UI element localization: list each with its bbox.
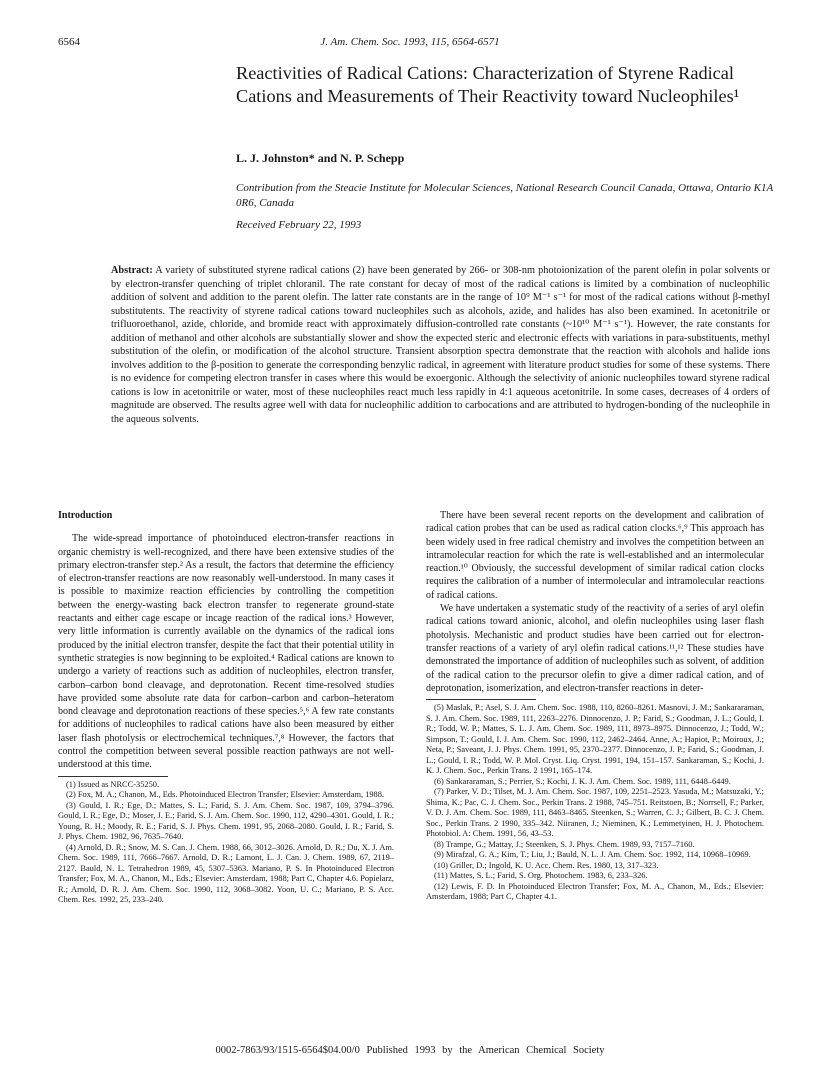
footnote-divider: [58, 776, 168, 777]
footnote: (11) Mattes, S. L.; Farid, S. Org. Photochem. 1983, 6, 233–326.: [434, 871, 648, 881]
body-paragraph: There have been several recent reports on the development and calibration of radical cation probes that can be used as radical cation clocks.⁶,⁹ This approach has been widely used in free radical chemistry and involves the competition between an intramolecular reaction for which the rate is well-established and an intermolecular reaction.¹⁰ Obviously, the successful development of similar radical cation clocks requires the calibration of a number of intermolecular and intramolecular reactions of radical cations.: [426, 510, 764, 601]
left-column: [58, 509, 394, 906]
journal-reference: J. Am. Chem. Soc. 1993, 115, 6564-6571: [320, 36, 500, 48]
article-authors: L. J. Johnston* and N. P. Schepp: [236, 151, 405, 165]
footnote: (9) Mirafzal, G. A.; Kim, T.; Liu, J.; Bauld, N. L. J. Am. Chem. Soc. 1992, 114, 10968–10969.: [434, 850, 751, 860]
footnote: (12) Lewis, F. D. In Photoinduced Electron Transfer; Fox, M. A., Chanon, M., Eds.; Elsevier: Amsterdam, 1988; Part C, Chapter 4.1.: [426, 881, 764, 902]
footnote: (6) Sankararaman, S.; Perrier, S.; Kochi, J. K. J. Am. Chem. Soc. 1989, 111, 6448–6449.: [434, 776, 731, 786]
section-heading-introduction: Introduction: [58, 510, 113, 521]
abstract-text: A variety of substituted styrene radical cations (2) have been generated by 266- or 308-nm photoionization of the parent olefin in polar solvents or by electron-transfer quenching of triplet chloranil. The rate constant for decay of most of the radical cations is limited by a combination of nucleophilic addition of solvent and addition to the parent olefin. The latter rate constants are in the range of 10⁹ M⁻¹ s⁻¹ for most of the radical cations without β-methyl substitutents. The reactivity of styrene radical cations toward nucleophiles such as alcohols, azide, and halides has also been examined. In acetonitrile or trifluoroethanol, azide, chloride, and bromide react with approximately diffusion-controlled rate constants (~10¹⁰ M⁻¹ s⁻¹). However, the rate constants for addition of methanol and other alcohols are substantially slower and show the expected steric and electronic effects with variations in para-substituents, methyl substitution of the olefin, or modification of the alcohol structure. Transient absorption spectra demonstrate that the reaction with alcohols and halide ions involves addition to the β-position to generate the corresponding benzylic radical, in agreement with literature product studies for some of these systems. There is no evidence for competing electron transfer in cases where this would be exoergonic. Although the selectivity of anionic nucleophiles toward styrene radical cations is low in acetonitrile or water, most of these nucleophiles react much less rapidly in 4:1 aqueous acetonitrile. In some cases, decreases of 4 orders of magnitude are observed. The results agree well with data for nucleophilic addition to carbocations and are attributed to hydrogen-bonding of the nucleophile in the aqueous solvents.: [111, 265, 770, 425]
abstract: [111, 264, 770, 426]
article-title: Reactivities of Radical Cations: Characterization of Styrene Radical Cations and Measurements of Their Reactivity toward Nucleophiles¹: [236, 63, 740, 106]
received-date: Received February 22, 1993: [236, 219, 362, 231]
footnote: (2) Fox, M. A.; Chanon, M., Eds. Photoinduced Electron Transfer; Elsevier: Amsterdam, 1988.: [66, 790, 384, 800]
footnote: (3) Gould, I. R.; Ege, D.; Mattes, S. L.; Farid, S. J. Am. Chem. Soc. 1987, 109, 3794–3796. Gould, I. R.; Ege, D.; Moser, J. E.; Farid, S. J. Am. Chem. Soc. 1990, 112, 4290–4301. Gould, I. R.; Young, R. H.; Moody, R. E.; Farid, S. J. Phys. Chem. 1991, 95, 2068–2080. Gould, I. R.; Farid, S. J. Phys. Chem. 1982, 96, 7635–7640.: [58, 800, 394, 842]
footnote: (10) Griller, D.; Ingold, K. U. Acc. Chem. Res. 1980, 13, 317–323.: [434, 860, 659, 870]
footnote: (8) Trampe, G.; Mattay, J.; Steenken, S. J. Phys. Chem. 1989, 93, 7157–7160.: [434, 839, 695, 849]
right-column: [426, 509, 764, 903]
page-footer: 0002-7863/93/1515-6564$04.00/0 Published 1993 by the American Chemical Society: [215, 1045, 605, 1056]
abstract-label: Abstract:: [111, 265, 153, 276]
body-paragraph: We have undertaken a systematic study of the reactivity of a series of aryl olefin radical cations toward anionic, alcohol, and olefin nucleophiles using laser flash photolysis. Mechanistic and product studies have been carried out for electron-transfer reactions of a variety of aryl olefin radical cations.¹¹,¹² These studies have demonstrated the importance of addition of nucleophiles such as solvent, of addition of the radical cation to the precursor olefin to give a dimer radical cation, and of deprotonation, isomerization, and electron-transfer reactions in deter-: [426, 603, 764, 694]
footnote: (1) Issued as NRCC-35250.: [66, 779, 160, 789]
footnote: (7) Parker, V. D.; Tilset, M. J. Am. Chem. Soc. 1987, 109, 2251–2523. Yasuda, M.; Matsuzaki, Y.; Shima, K.; Pac, C. J. Chem. Soc., Perkin Trans. 2 1988, 745–751. Reitstoen, B.; Norrsell, F.; Parker, V. D. J. Am. Chem. Soc. 1989, 111, 8463–8465. Steenken, S.; Warren, C. J.; Gilbert, B. C. J. Chem. Soc., Perkin Trans. 2 1990, 335–342. Niiranen, J.; Nieminen, K.; Lemmetyinen, H. J. Photochem. Photobiol. A: Chem. 1991, 56, 43–53.: [426, 787, 764, 839]
footnote: (5) Maslak, P.; Asel, S. J. Am. Chem. Soc. 1988, 110, 8260–8261. Masnovi, J. M.; Sankararaman, S. J. Am. Chem. Soc. 1989, 111, 2263–2276. Dinnocenzo, J. P.; Farid, S.; Goodman, J. L.; Gould, I. R.; Todd, W. P.; Mattes, S. L. J. Am. Chem. Soc. 1989, 111, 8973–8975. Dinnocenzo, J.; Todd, W.; Simpson, T.; Gould, I. J. Am. Chem. Soc. 1990, 112, 2462–2464. Anne, A.; Hapiot, P.; Moiroux, J.; Neta, P.; Saveant, J. J. Phys. Chem. 1991, 95, 2370–2377. Dinnocenzo, J. P.; Farid, S.; Goodman, J. L.; Gould, I. R.; Todd, W. P. Mol. Cryst. Liq. Cryst. 1991, 194, 151–157. Sankaraman, S.; Kochi, J. K. J. Chem. Soc., Perkin Trans. 2 1991, 165–174.: [426, 703, 764, 776]
body-paragraph: The wide-spread importance of photoinduced electron-transfer reactions in organic chemistry is well-recognized, and there have been extensive studies of the primary electron-transfer step.² As a result, the factors that determine the efficiency of electron-transfer reactions are now reasonably well-understood. In many cases it is possible to maximize reaction efficiencies by controlling the competition between the energy-wasting back electron transfer to regenerate ground-state reactants and either cage escape or incage reaction of the radical ions.³ However, very little information is currently available on the dynamics of the radical ions produced by the initial electron transfer, despite the fact that their potential utility in synthetic strategies is now beginning to be exploited.⁴ Radical cations are known to undergo a variety of reactions such as addition of nucleophiles, electron transfer, carbon–carbon bond cleavage, and deprotonation. Recent time-resolved studies have provided some absolute rate data for carbon–carbon and carbon–heteratom bond cleavage and deprotonation reactions of these species.⁵,⁶ A few rate constants for additions of nucleophiles to radical cations have also been measured by either laser flash photolysis or electrochemical techniques.⁷,⁸ However, the factors that control the competition between several possible reaction pathways are not well-understood at this time.: [58, 533, 394, 771]
author-affiliation: Contribution from the Steacie Institute for Molecular Sciences, National Research Council Canada, Ottawa, Ontario K1A 0R6, Canada: [236, 182, 774, 209]
footnote: (4) Arnold, D. R.; Snow, M. S. Can. J. Chem. 1988, 66, 3012–3026. Arnold, D. R.; Du, X. J. Am. Chem. Soc. 1989, 111, 7666–7667. Arnold, D. R.; Lamont, L. J. Can. J. Chem. 1989, 67, 2119–2127. Bauld, N. L. Tetrahedron 1989, 45, 5307–5363. Mariano, P. S. In Photoinduced Electron Transfer; Fox, M. A., Chanon, M., Eds.; Elsevier: Amsterdam, 1988; Part C, Chapter 4.6. Popielarz, R.; Arnold, D. R. J. Am. Chem. Soc. 1990, 112, 3068–3082. Yoon, U. C.; Mariano, P. S. Acc. Chem. Res. 1992, 25, 233–240.: [58, 842, 394, 905]
footnote-divider: [426, 699, 536, 700]
page-number: 6564: [58, 36, 80, 48]
